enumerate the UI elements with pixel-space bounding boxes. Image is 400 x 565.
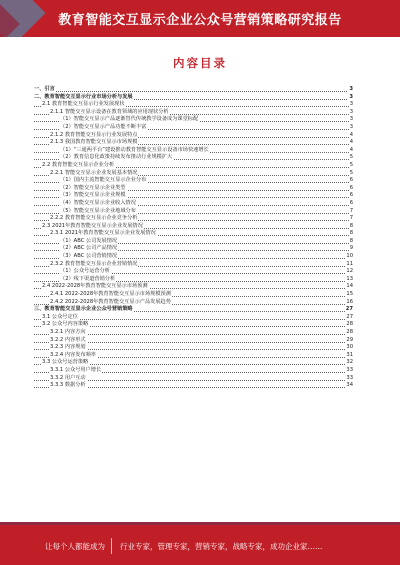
toc-entry-text: 2.4.2 2022-2028年教育智能交互显示产品发展趋势 (50, 298, 171, 305)
footer-tagline: 行业专家，管理专家，营销专家，战略专家，成功企业家…… (120, 542, 323, 551)
toc-page-number: 12 (346, 268, 353, 275)
toc-entry[interactable] (34, 230, 353, 238)
toc-page-number: 6 (349, 184, 353, 191)
toc-entry-text: 3.2.2 内容形式 (50, 336, 86, 343)
toc-page-number: 8 (349, 230, 353, 237)
toc-entry[interactable] (34, 154, 353, 162)
toc-page-number: 4 (349, 131, 353, 138)
toc-page-number: 3 (349, 116, 353, 123)
toc-entry[interactable] (34, 268, 353, 276)
toc-page-number: 5 (349, 169, 353, 176)
toc-page-number: 33 (346, 374, 353, 381)
toc-entry-text: （1）ABC 公司发展情况 (60, 237, 118, 244)
toc-entry-text: 2.3.1 2021年教育智能交互显示企业发展情况 (50, 230, 156, 237)
toc-page-number: 5 (349, 154, 353, 161)
toc-page-number: 3 (349, 86, 353, 92)
toc-entry-text: （4）智能交互显示企业收入情况 (60, 199, 136, 206)
toc-entry[interactable] (34, 367, 353, 375)
toc-entry[interactable] (34, 291, 353, 299)
toc-entry[interactable] (34, 192, 353, 200)
toc-page-number: 31 (346, 351, 353, 358)
toc-entry-text: （2）教育信息化政策持续发布推动行业规模扩大 (60, 154, 173, 161)
toc-entry[interactable] (34, 329, 353, 337)
toc-page-number: 8 (349, 222, 353, 229)
toc-page-number: 10 (346, 253, 353, 260)
toc-entry-text: 3.3.1 公众号用户增长 (50, 366, 102, 373)
footer-banner (0, 522, 400, 565)
toc-page-number: 3 (349, 101, 353, 108)
toc-page-number: 33 (346, 366, 353, 373)
toc-entry-text: 2.1.2 教育智能交互显示行业发展特点 (50, 131, 138, 138)
footer-divider (111, 538, 112, 554)
table-of-contents (34, 86, 353, 390)
toc-entry[interactable] (34, 116, 353, 124)
toc-entry-text: 三、教育智能交互显示企业公众号营销策略 (34, 306, 133, 313)
toc-page-number: 13 (346, 275, 353, 282)
toc-page-number: 7 (349, 215, 353, 222)
toc-page-number: 3 (349, 93, 353, 100)
report-header (0, 0, 400, 37)
toc-page-number: 34 (346, 382, 353, 389)
toc-page-number: 28 (346, 329, 353, 335)
toc-entry[interactable] (34, 344, 353, 352)
toc-entry[interactable] (34, 200, 353, 208)
toc-leader-dots (34, 91, 353, 92)
toc-page-number: 28 (346, 321, 353, 328)
toc-entry-text: （3）ABC 公司营销情况 (60, 253, 118, 260)
toc-entry[interactable] (34, 215, 353, 223)
toc-entry[interactable] (34, 306, 353, 314)
toc-page-number: 4 (349, 139, 353, 146)
toc-page-number: 29 (346, 336, 353, 343)
toc-entry-text: 3.1 公众号定位 (42, 313, 78, 320)
toc-page-number: 3 (349, 108, 353, 115)
toc-entry-text: 2.2 教育智能交互显示企业分析 (42, 161, 115, 168)
toc-entry-text: 3.2 公众号内容策略 (42, 321, 89, 328)
toc-entry[interactable] (34, 139, 353, 147)
toc-page-number: 32 (346, 359, 353, 366)
toc-page-number: 3 (349, 123, 353, 130)
toc-entry-text: （1）国内主流智能交互显示企业分布 (60, 177, 147, 184)
toc-entry-text: 2.3 2021年教育智能交互显示企业发展情况 (42, 222, 143, 229)
toc-page-number: 27 (345, 306, 353, 313)
toc-entry[interactable] (34, 124, 353, 132)
toc-entry[interactable] (34, 177, 353, 185)
toc-entry[interactable] (34, 283, 353, 291)
toc-entry-text: （1）公众号运营分析 (60, 268, 110, 275)
toc-entry-text: （2）线下渠道营销分析 (60, 275, 116, 282)
footer-slogan: 让每个人都能成为 (45, 542, 105, 551)
toc-entry-text: 2.1.3 我国教育智能交互显示市场规模 (50, 139, 138, 146)
toc-page-number: 4 (349, 146, 353, 153)
toc-page-number: 6 (349, 177, 353, 184)
toc-page-number: 30 (346, 344, 353, 351)
toc-page-number: 11 (346, 260, 353, 267)
toc-entry[interactable] (34, 382, 353, 390)
toc-page-number: 16 (346, 298, 353, 305)
toc-entry[interactable] (34, 170, 353, 178)
toc-page-number: 8 (349, 237, 353, 244)
footer-strip (0, 522, 400, 525)
toc-page-number: 27 (346, 313, 353, 320)
toc-page-number: 5 (349, 161, 353, 168)
toc-entry-text: 2.2.1 智能交互显示企业发展基本情况 (50, 169, 138, 176)
toc-entry[interactable] (34, 208, 353, 216)
toc-entry-text: （2）智能交互显示企业类型 (60, 184, 126, 191)
toc-entry[interactable] (34, 101, 353, 109)
toc-entry-text: 2.3.2 教育智能交互显示企业营销情况 (50, 260, 138, 267)
toc-heading: 内容目录 (173, 56, 227, 70)
toc-entry-text: 一、引言 (34, 86, 55, 92)
toc-entry[interactable] (34, 245, 353, 253)
toc-entry-text: 2.2.2 教育智能交互显示企业竞争分析 (50, 215, 138, 222)
toc-entry-text: 3.2.1 内容方向 (50, 329, 86, 335)
toc-page-number: 9 (349, 245, 353, 252)
toc-entry-text: （1）“三通两平台”建设推动教育智能交互显示设备市场快速增长 (60, 146, 209, 153)
toc-entry-text: 3.3.3 数据分析 (50, 382, 86, 389)
toc-entry-text: 3.2.3 内容规划 (50, 344, 86, 351)
toc-entry[interactable] (34, 359, 353, 367)
toc-entry[interactable] (34, 86, 353, 94)
toc-page-number: 15 (346, 291, 353, 298)
toc-page-number: 14 (346, 283, 353, 290)
toc-entry-text: 2.4.1 2022-2028年教育智能交互显示市场规模预测 (50, 291, 171, 298)
toc-entry-text: （2）智能交互显示产品功能不断丰富 (60, 123, 147, 130)
toc-entry-text: 3.3 公众号运营策略 (42, 359, 89, 366)
toc-entry-text: （3）智能交互显示企业规模 (60, 192, 126, 199)
toc-page-number: 7 (349, 207, 353, 214)
toc-entry-text: 二、教育智能交互显示行业市场分析与发展 (34, 93, 133, 100)
toc-page-number: 6 (349, 192, 353, 199)
toc-entry-text: 2.4 2022-2028年教育智能交互显示市场预测 (42, 283, 148, 290)
toc-entry[interactable] (34, 321, 353, 329)
toc-entry-text: 3.2.4 内容发布频率 (50, 351, 96, 358)
toc-page-number: 6 (349, 199, 353, 206)
toc-entry-text: （1）智能交互显示产品逐渐替代传统教学设备成为课堂标配 (60, 116, 199, 123)
toc-entry-text: 2.1 教育智能交互显示行业发展现状 (42, 101, 125, 108)
toc-entry-text: （2）ABC 公司产品情况 (60, 245, 118, 252)
toc-entry-text: 2.1.1 智能交互显示设备在教育领域的应用现状分析 (50, 108, 169, 115)
toc-entry-text: （5）智能交互显示企业地域分布 (60, 207, 136, 214)
toc-entry-text: 3.3.2 用户互动 (50, 374, 86, 381)
toc-leader-dots (34, 319, 353, 320)
report-title: 教育智能交互显示企业公众号营销策略研究报告 (58, 13, 342, 28)
toc-entry[interactable] (34, 162, 353, 170)
toc-entry[interactable] (34, 253, 353, 261)
